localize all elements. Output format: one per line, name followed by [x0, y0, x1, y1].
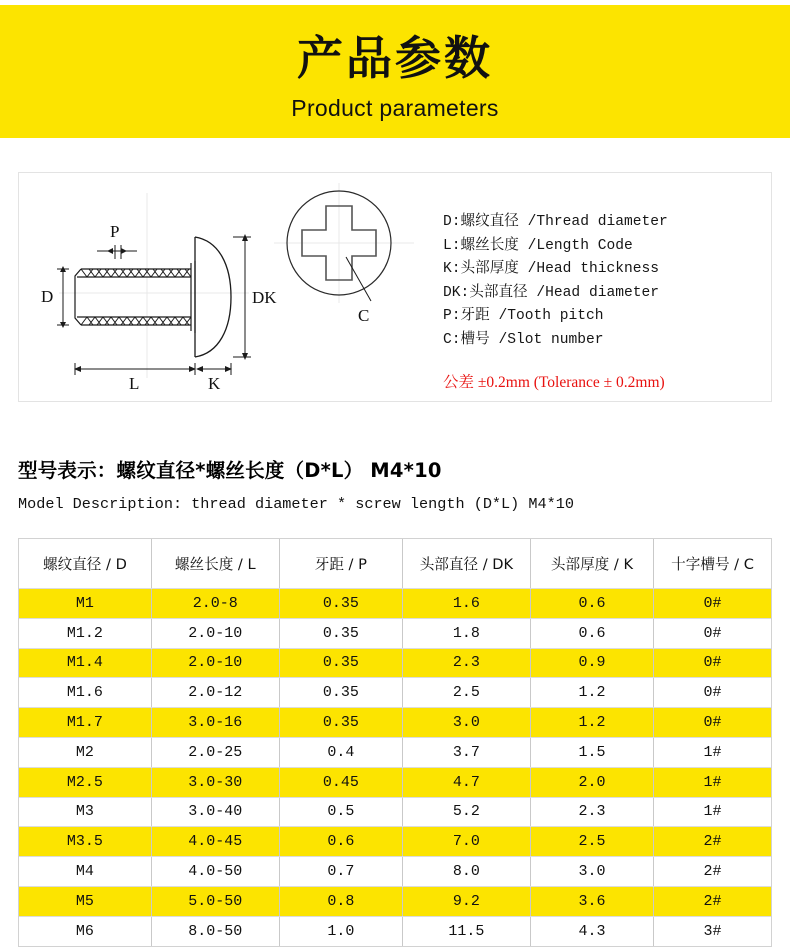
- model-description-en: Model Description: thread diameter * screw length (D*L) M4*10: [18, 495, 574, 513]
- table-cell: 3.6: [530, 886, 653, 916]
- column-header-head-diameter: 头部直径 / DK: [402, 539, 530, 589]
- screw-shank: [75, 261, 195, 333]
- table-cell: 0.45: [279, 767, 402, 797]
- table-cell: 2.0-25: [151, 737, 279, 767]
- table-cell: 5.2: [402, 797, 530, 827]
- table-cell: 4.0-45: [151, 827, 279, 857]
- page-title: 产品参数: [297, 31, 493, 85]
- dimension-DK: [233, 234, 251, 360]
- diagram-panel: [18, 172, 772, 402]
- table-cell: M3: [19, 797, 151, 827]
- table-cell: M4: [19, 857, 151, 887]
- table-cell: 0.8: [279, 886, 402, 916]
- table-cell: M1.6: [19, 678, 151, 708]
- table-row: [19, 678, 771, 708]
- table-row: [19, 916, 771, 945]
- table-cell: 9.2: [402, 886, 530, 916]
- table-cell: 1.2: [530, 678, 653, 708]
- construction-lines: [59, 183, 414, 378]
- table-cell: M6: [19, 916, 151, 945]
- table-cell: 1#: [654, 767, 771, 797]
- table-cell: 1.5: [530, 737, 653, 767]
- dimension-label-P: P: [110, 222, 120, 241]
- table-cell: 3#: [654, 916, 771, 945]
- table-row: [19, 886, 771, 916]
- column-header-pitch: 牙距 / P: [279, 539, 402, 589]
- dimension-label-K: K: [208, 374, 221, 393]
- table-cell: 11.5: [402, 916, 530, 945]
- screw-head: [195, 237, 231, 357]
- screw-drawing-svg: [19, 173, 439, 401]
- table-cell: 3.7: [402, 737, 530, 767]
- table-cell: M2: [19, 737, 151, 767]
- model-description-cn: 型号表示：螺纹直径*螺丝长度（D*L） M4*10: [18, 459, 442, 482]
- table-cell: 2#: [654, 827, 771, 857]
- dimension-D: [57, 266, 69, 328]
- table-cell: M5: [19, 886, 151, 916]
- table-cell: 0#: [654, 708, 771, 738]
- table-header-row: [19, 539, 771, 589]
- table-cell: 0#: [654, 589, 771, 619]
- table-row: [19, 589, 771, 619]
- dimension-label-C: C: [358, 306, 370, 325]
- table-cell: 2.5: [530, 827, 653, 857]
- table-cell: 1.8: [402, 618, 530, 648]
- table-cell: 4.0-50: [151, 857, 279, 887]
- legend-item-D: D:螺纹直径 /Thread diameter: [443, 214, 668, 230]
- diagram-legend: [443, 211, 769, 392]
- table-cell: 2.3: [530, 797, 653, 827]
- table-cell: 5.0-50: [151, 886, 279, 916]
- table-cell: 0.5: [279, 797, 402, 827]
- table-row: [19, 737, 771, 767]
- table-row: [19, 708, 771, 738]
- column-header-thread-diameter: 螺纹直径 / D: [19, 539, 151, 589]
- table-cell: 4.7: [402, 767, 530, 797]
- table-cell: 2.0-10: [151, 618, 279, 648]
- table-cell: 0.6: [530, 589, 653, 619]
- table-cell: 0#: [654, 648, 771, 678]
- table-row: [19, 767, 771, 797]
- table-cell: 2.0-10: [151, 648, 279, 678]
- spec-table: [19, 539, 771, 946]
- table-cell: M1.4: [19, 648, 151, 678]
- table-cell: M1.2: [19, 618, 151, 648]
- column-header-screw-length: 螺丝长度 / L: [151, 539, 279, 589]
- table-cell: 8.0-50: [151, 916, 279, 945]
- table-cell: 4.3: [530, 916, 653, 945]
- page-banner: [0, 5, 790, 138]
- table-cell: 1.0: [279, 916, 402, 945]
- legend-item-L: L:螺丝长度 /Length Code: [443, 237, 633, 254]
- table-cell: 2.5: [402, 678, 530, 708]
- legend-item-P: P:牙距 /Tooth pitch: [443, 308, 604, 324]
- tolerance-note: 公差 ±0.2mm (Tolerance ± 0.2mm): [443, 374, 665, 391]
- table-cell: M1.7: [19, 708, 151, 738]
- table-cell: 0.35: [279, 648, 402, 678]
- table-cell: 0.35: [279, 678, 402, 708]
- dimension-label-DK: DK: [252, 288, 277, 307]
- table-cell: 2.0: [530, 767, 653, 797]
- column-header-head-thickness: 头部厚度 / K: [530, 539, 653, 589]
- table-cell: 0.6: [530, 618, 653, 648]
- table-cell: 3.0-40: [151, 797, 279, 827]
- table-row: [19, 827, 771, 857]
- table-row: [19, 618, 771, 648]
- legend-item-K: K:头部厚度 /Head thickness: [443, 261, 660, 277]
- table-cell: 3.0: [402, 708, 530, 738]
- table-cell: 2#: [654, 857, 771, 887]
- table-cell: 0.6: [279, 827, 402, 857]
- legend-item-C: C:槽号 /Slot number: [443, 331, 604, 348]
- table-cell: 2#: [654, 886, 771, 916]
- table-row: [19, 797, 771, 827]
- table-cell: 1.2: [530, 708, 653, 738]
- table-cell: 0.35: [279, 618, 402, 648]
- legend-item-DK: DK:头部直径 /Head diameter: [443, 284, 660, 301]
- table-cell: 0#: [654, 618, 771, 648]
- table-cell: 3.0-30: [151, 767, 279, 797]
- table-cell: 2.3: [402, 648, 530, 678]
- table-cell: 1#: [654, 797, 771, 827]
- table-cell: 0.35: [279, 708, 402, 738]
- table-cell: M2.5: [19, 767, 151, 797]
- table-cell: 1#: [654, 737, 771, 767]
- dimension-label-D: D: [41, 287, 54, 306]
- dimension-label-L: L: [129, 374, 140, 393]
- table-cell: 7.0: [402, 827, 530, 857]
- table-cell: 0.35: [279, 589, 402, 619]
- table-cell: 8.0: [402, 857, 530, 887]
- table-cell: 2.0-8: [151, 589, 279, 619]
- table-row: [19, 648, 771, 678]
- table-cell: 0.9: [530, 648, 653, 678]
- table-row: [19, 857, 771, 887]
- table-cell: 3.0-16: [151, 708, 279, 738]
- page-subtitle: Product parameters: [291, 95, 499, 121]
- table-cell: 2.0-12: [151, 678, 279, 708]
- dimension-P: [97, 245, 137, 259]
- table-cell: 0.7: [279, 857, 402, 887]
- table-cell: 0#: [654, 678, 771, 708]
- screw-diagram: [19, 173, 439, 401]
- table-cell: 1.6: [402, 589, 530, 619]
- model-description: [18, 455, 778, 513]
- spec-table-body: [19, 589, 771, 946]
- table-cell: M1: [19, 589, 151, 619]
- table-cell: 0.4: [279, 737, 402, 767]
- column-header-slot-number: 十字槽号 / C: [654, 539, 771, 589]
- table-cell: M3.5: [19, 827, 151, 857]
- table-cell: 3.0: [530, 857, 653, 887]
- spec-table-container: [18, 538, 772, 947]
